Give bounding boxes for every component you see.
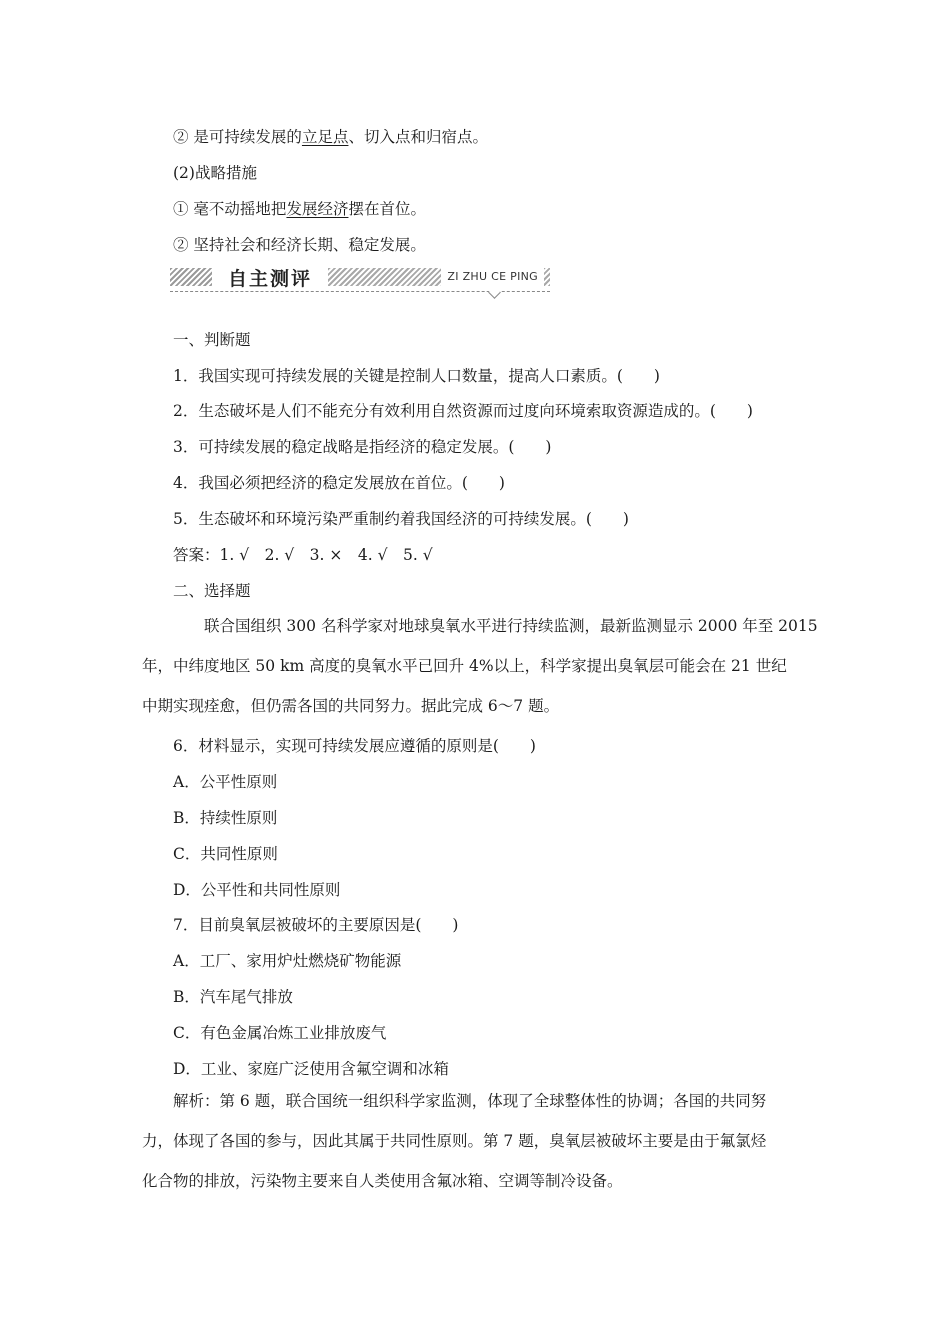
material-paragraph — [142, 606, 823, 726]
text-line-economy — [173, 198, 426, 220]
banner-stripe-left — [170, 268, 212, 286]
analysis-paragraph — [142, 1081, 823, 1201]
text-line-stable-development: ② 坚持社会和经济长期、稳定发展。 — [173, 236, 426, 254]
question-6: 6．材料显示，实现可持续发展应遵循的原则是( ) — [173, 737, 536, 755]
analysis-line-3: 化合物的排放，污染物主要来自人类使用含氟冰箱、空调等制冷设备。 — [142, 1172, 623, 1190]
judgement-item-3: 3．可持续发展的稳定战略是指经济的稳定发展。( ) — [173, 438, 552, 456]
banner-subtitle: ZI ZHU CE PING — [441, 267, 544, 287]
chevron-down-icon — [488, 286, 501, 299]
answer-line: 答案：1. √ 2. √ 3. × 4. √ 5. √ — [173, 546, 433, 564]
q6-option-b: B．持续性原则 — [173, 809, 278, 827]
q7-option-b: B．汽车尾气排放 — [173, 988, 293, 1006]
material-line-1: 联合国组织 300 名科学家对地球臭氧水平进行持续监测，最新监测显示 2000 年至 2015 — [173, 617, 818, 635]
strategy-heading: (2)战略措施 — [173, 164, 257, 182]
judgement-item-1: 1．我国实现可持续发展的关键是控制人口数量，提高人口素质。( ) — [173, 367, 660, 385]
analysis-line-2: 力，体现了各国的参与，因此其属于共同性原则。第 7 题，臭氧层被破坏主要是由于氟氯烃 — [142, 1132, 767, 1150]
question-7: 7．目前臭氧层被破坏的主要原因是( ) — [173, 916, 459, 934]
text-suffix: 摆在首位。 — [348, 200, 426, 218]
q7-option-a: A．工厂、家用炉灶燃烧矿物能源 — [173, 952, 402, 970]
q7-option-d: D．工业、家庭广泛使用含氟空调和冰箱 — [173, 1060, 449, 1078]
judgement-item-2: 2．生态破坏是人们不能充分有效利用自然资源而过度向环境索取资源造成的。( ) — [173, 402, 753, 420]
banner-title: 自主测评 — [227, 267, 312, 290]
section-heading-judgement: 一、判断题 — [173, 331, 251, 349]
material-line-2: 年，中纬度地区 50 km 高度的臭氧水平已回升 4%以上，科学家提出臭氧层可能会在 21 世纪 — [142, 657, 787, 675]
text-prefix: ② 是可持续发展的 — [173, 128, 302, 146]
underlined-term: 发展经济 — [286, 200, 349, 218]
section-heading-choice: 二、选择题 — [173, 582, 251, 600]
analysis-line-1: 解析：第 6 题，联合国统一组织科学家监测，体现了全球整体性的协调；各国的共同努 — [142, 1092, 767, 1110]
judgement-item-5: 5．生态破坏和环境污染严重制约着我国经济的可持续发展。( ) — [173, 510, 629, 528]
text-suffix: 、切入点和归宿点。 — [348, 128, 488, 146]
underlined-term: 立足点 — [301, 128, 349, 146]
q7-option-c: C．有色金属冶炼工业排放废气 — [173, 1024, 387, 1042]
text-line-standpoint — [173, 126, 488, 148]
section-banner — [170, 262, 550, 298]
q6-option-a: A．公平性原则 — [173, 773, 278, 791]
q6-option-c: C．共同性原则 — [173, 845, 278, 863]
text-prefix: ① 毫不动摇地把 — [173, 200, 287, 218]
material-line-3: 中期实现痊愈，但仍需各国的共同努力。据此完成 6～7 题。 — [142, 697, 560, 715]
judgement-item-4: 4．我国必须把经济的稳定发展放在首位。( ) — [173, 474, 505, 492]
q6-option-d: D．公平性和共同性原则 — [173, 881, 341, 899]
